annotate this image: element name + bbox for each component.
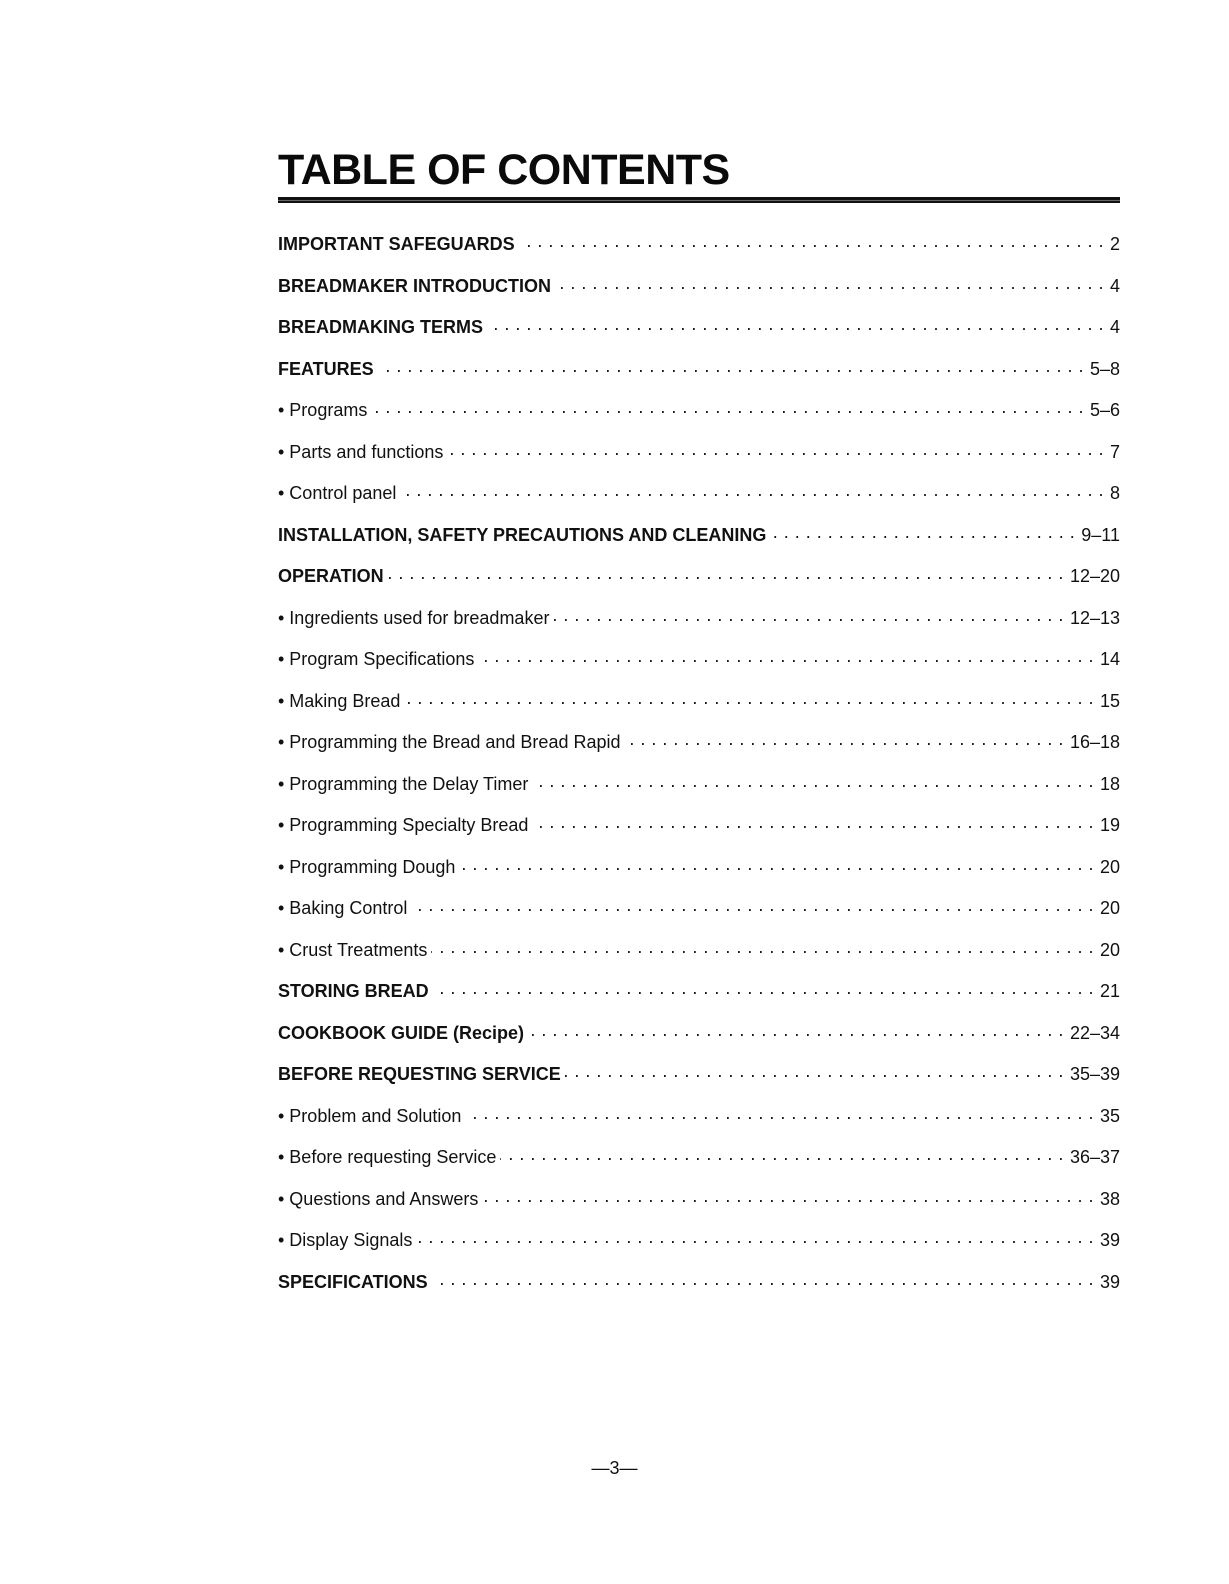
toc-entry-label: BREADMAKING TERMS [278,317,483,337]
toc-entry [278,1137,1120,1179]
toc-entry [278,1013,1120,1055]
toc-entry-page: 35 [1099,1105,1120,1126]
dot-leader [371,398,1084,416]
toc-entry [278,764,1120,806]
toc-entry-page: 15 [1099,690,1120,711]
toc-entry-label: • Programming the Bread and Bread Rapid [278,732,621,752]
toc-entry [278,722,1120,764]
toc-entry-page: 22–34 [1069,1022,1120,1043]
toc-entry-label: • Crust Treatments [278,939,428,960]
toc-entry-label: • Before requesting Service [278,1147,497,1167]
page-title: TABLE OF CONTENTS [278,146,730,194]
dot-leader [416,1228,1094,1246]
toc-entry [278,266,1120,308]
toc-entry [278,1096,1120,1138]
dot-leader [447,440,1104,458]
toc-entry-label: • Control panel [278,483,397,503]
dot-leader [404,689,1094,707]
title-underline [278,197,1120,203]
dot-leader [378,357,1084,375]
toc-entry-page: 21 [1099,981,1120,1001]
dot-leader [482,1187,1094,1205]
toc-entry-page: 36–37 [1069,1147,1120,1167]
toc-entry-page: 12–13 [1069,607,1120,628]
toc-entry-label: BEFORE REQUESTING SERVICE [278,1064,561,1084]
toc-entry-page: 20 [1099,939,1120,960]
dot-leader [400,481,1104,499]
toc-entry [278,1262,1120,1304]
toc-entry-page: 2 [1109,234,1120,254]
toc-entry-page: 8 [1109,483,1120,503]
dot-leader [459,855,1094,873]
toc-entry-page: 19 [1099,815,1120,835]
dot-leader [433,979,1094,997]
toc-entry-page: 39 [1099,1271,1120,1292]
page-number: —3— [591,1458,638,1478]
toc-entry-label: COOKBOOK GUIDE (Recipe) [278,1022,525,1043]
toc-entry-page: 9–11 [1081,524,1120,545]
dot-leader [532,813,1094,831]
toc-entry-label: BREADMAKER INTRODUCTION [278,275,551,296]
toc-entry [278,1179,1120,1221]
toc-entry-page: 5–8 [1089,358,1120,379]
toc-entry-page: 35–39 [1069,1064,1120,1084]
dot-leader [532,772,1094,790]
toc-entry-page: 20 [1099,898,1120,918]
toc-entry-label: • Problem and Solution [278,1105,462,1126]
dot-leader [432,1270,1094,1288]
toc-entry [278,224,1120,266]
toc-entry [278,930,1120,972]
toc-entry-page: 38 [1099,1188,1120,1209]
dot-leader [411,896,1094,914]
toc-entry [278,888,1120,930]
toc-entry-page: 16–18 [1069,732,1120,752]
toc-entry [278,805,1120,847]
dot-leader [478,647,1094,665]
toc-entry [278,1220,1120,1262]
toc-entry-label: • Programming the Delay Timer [278,773,529,794]
toc-entry-page: 7 [1109,441,1120,462]
toc-entry [278,971,1120,1013]
toc-entry-label: STORING BREAD [278,981,429,1001]
toc-entry [278,390,1120,432]
dot-leader [500,1145,1064,1163]
dot-leader [388,564,1064,582]
dot-leader [519,232,1104,250]
toc-entry-label: IMPORTANT SAFEGUARDS [278,234,515,254]
dot-leader [553,606,1063,624]
toc-entry [278,847,1120,889]
toc-entry [278,432,1120,474]
toc-entry [278,1054,1120,1096]
toc-entry [278,681,1120,723]
toc-entry [278,515,1120,557]
toc-entry-label: OPERATION [278,566,384,586]
toc-entry [278,307,1120,349]
dot-leader [770,523,1075,541]
toc-entry-page: 12–20 [1069,566,1120,586]
toc-entry-label: • Program Specifications [278,649,475,669]
toc-entry-page: 4 [1109,275,1120,296]
toc-entry-label: • Programming Specialty Bread [278,815,529,835]
toc-entry-label: • Questions and Answers [278,1188,479,1209]
toc-entry-label: INSTALLATION, SAFETY PRECAUTIONS AND CLEANING [278,524,767,545]
toc-entry-label: • Parts and functions [278,441,444,462]
toc-entry-page: 4 [1109,317,1120,337]
dot-leader [528,1021,1064,1039]
table-of-contents [278,224,1120,1303]
dot-leader [487,315,1104,333]
toc-entry [278,598,1120,640]
dot-leader [431,938,1094,956]
toc-entry-label: • Baking Control [278,898,408,918]
toc-entry-label: • Making Bread [278,690,401,711]
dot-leader [565,1062,1064,1080]
dot-leader [555,274,1104,292]
toc-entry [278,473,1120,515]
toc-entry-page: 18 [1099,773,1120,794]
toc-entry-label: • Programming Dough [278,856,456,877]
toc-entry-page: 20 [1099,856,1120,877]
toc-entry-page: 5–6 [1089,400,1120,420]
toc-entry-label: SPECIFICATIONS [278,1271,428,1292]
toc-entry [278,639,1120,681]
dot-leader [625,730,1064,748]
dot-leader [465,1104,1094,1122]
toc-entry-label: • Display Signals [278,1230,413,1250]
toc-entry [278,556,1120,598]
toc-entry-page: 39 [1099,1230,1120,1250]
toc-entry [278,349,1120,391]
toc-entry-label: • Ingredients used for breadmaker [278,607,550,628]
toc-entry-label: FEATURES [278,358,374,379]
toc-entry-label: • Programs [278,400,368,420]
toc-entry-page: 14 [1099,649,1120,669]
